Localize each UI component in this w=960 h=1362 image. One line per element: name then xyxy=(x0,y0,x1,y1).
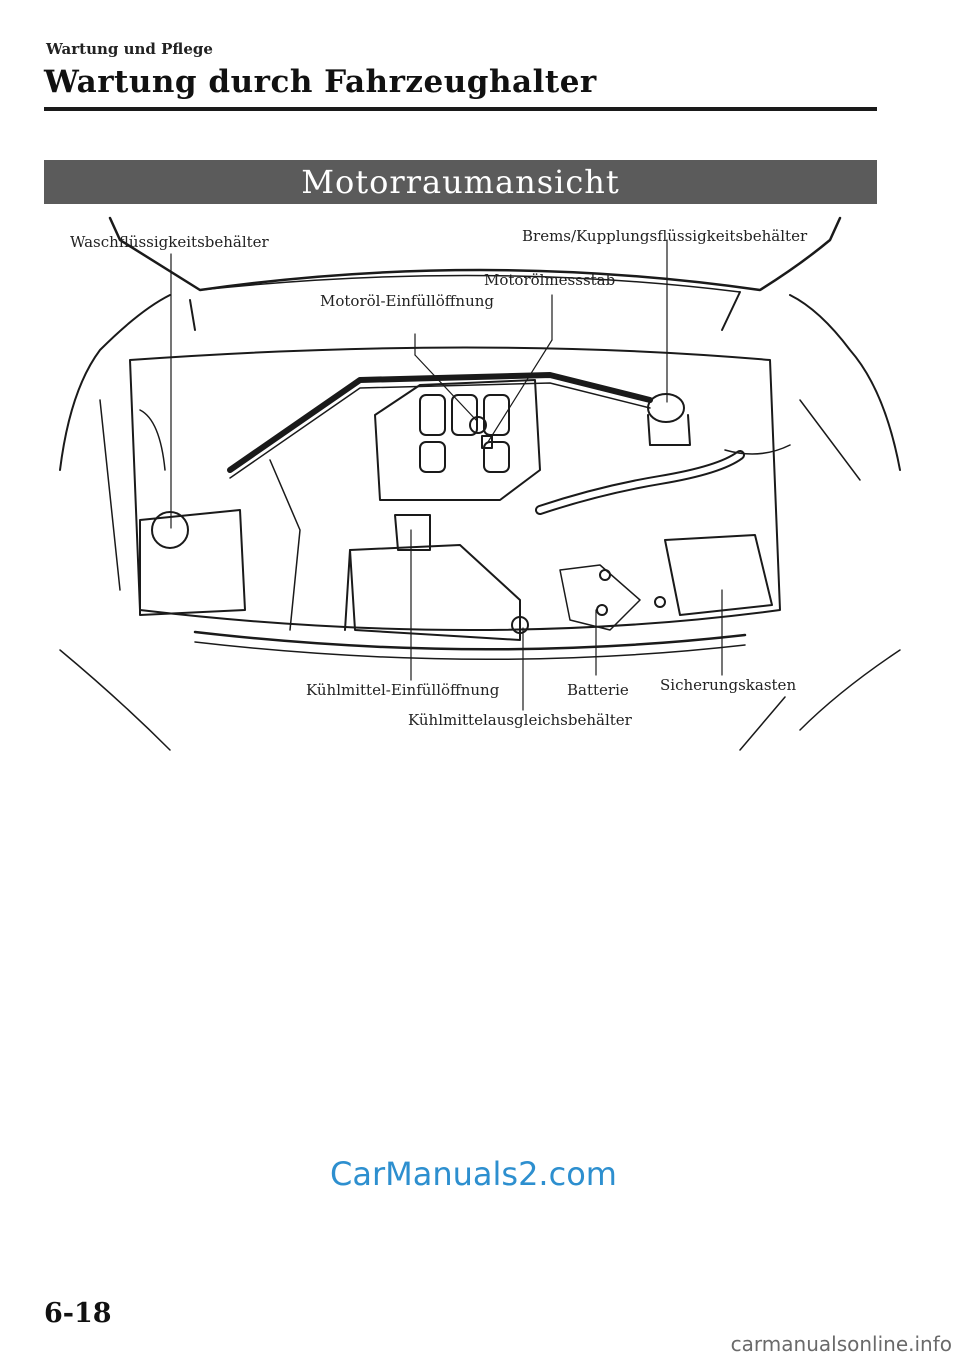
left-fender xyxy=(60,295,170,470)
title-rule xyxy=(44,107,877,111)
bay-frame xyxy=(130,348,780,631)
callout-fuse-box: Sicherungskasten xyxy=(660,676,797,694)
callout-oil-filler: Motoröl-Einfüllöffnung xyxy=(320,292,495,310)
watermark: CarManuals2.com xyxy=(330,1155,617,1193)
callout-battery: Batterie xyxy=(567,681,629,699)
callout-coolant-filler: Kühlmittel-Einfüllöffnung xyxy=(306,681,500,699)
section-label: Wartung und Pflege xyxy=(46,40,213,58)
page-number: 6-18 xyxy=(44,1298,112,1329)
callout-washer-reservoir: Waschflüssigkeitsbehälter xyxy=(70,233,269,251)
washer-tank xyxy=(140,510,245,615)
fuse-box xyxy=(665,535,772,615)
callout-dipstick: Motorölmessstab xyxy=(484,271,616,289)
callout-brake-reservoir: Brems/Kupplungsflüssigkeitsbehälter xyxy=(522,227,808,245)
strut-brace xyxy=(230,375,650,470)
callout-coolant-reservoir: Kühlmittelausgleichsbehälter xyxy=(408,711,632,729)
right-fender xyxy=(790,295,900,470)
page-title: Wartung durch Fahrzeughalter xyxy=(44,64,597,100)
battery-box xyxy=(350,545,520,640)
footer-site: carmanualsonline.info xyxy=(730,1332,952,1356)
section-banner: Motorraumansicht xyxy=(44,160,877,204)
